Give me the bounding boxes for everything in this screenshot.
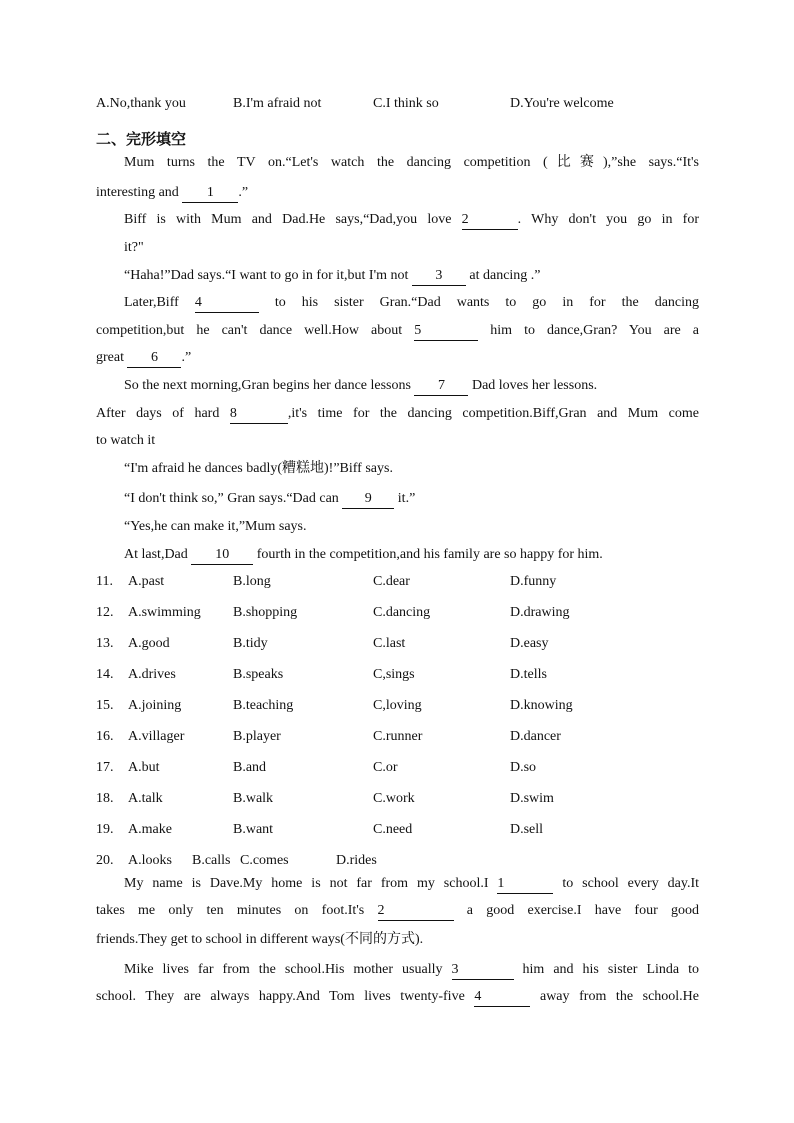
passage1-line: At last,Dad 10 fourth in the competition,and his family are so happy for him. xyxy=(124,544,699,566)
blank-4[interactable]: 4 xyxy=(195,294,259,313)
option-b[interactable]: B.teaching xyxy=(233,698,294,713)
option-b[interactable]: B.and xyxy=(233,760,267,775)
option-a[interactable]: A.joining xyxy=(128,698,182,713)
blank-3[interactable]: 3 xyxy=(412,267,466,286)
option-c[interactable]: C,loving xyxy=(373,698,422,713)
blank-p2-1[interactable]: 1 xyxy=(497,875,553,894)
option-c[interactable]: C.need xyxy=(373,822,413,837)
passage1-line: “I don't think so,” Gran says.“Dad can 9 it.” xyxy=(124,488,699,510)
passage2-line: school. They are always happy.And Tom lives twenty-five 4 away from the school.He xyxy=(96,986,699,1008)
option-c[interactable]: C.or xyxy=(373,760,398,775)
passage1-line: “Haha!”Dad says.“I want to go in for it,but I'm not 3 at dancing .” xyxy=(124,265,699,287)
option-a[interactable]: A.but xyxy=(128,760,160,775)
option-a[interactable]: A.swimming xyxy=(128,605,201,620)
option-c[interactable]: C.runner xyxy=(373,729,423,744)
prev-option-c: C.I think so xyxy=(373,96,439,111)
blank-p2-2[interactable]: 2 xyxy=(378,902,454,921)
option-c[interactable]: C.work xyxy=(373,791,415,806)
option-a[interactable]: A.make xyxy=(128,822,172,837)
blank-7[interactable]: 7 xyxy=(414,377,468,396)
option-c[interactable]: C.comes xyxy=(240,853,289,868)
option-b[interactable]: B.walk xyxy=(233,791,274,806)
passage1-line: After days of hard 8 ,it's time for the dancing competition.Biff,Gran and Mum come xyxy=(96,403,699,425)
option-a[interactable]: A.talk xyxy=(128,791,163,806)
passage2-line: My name is Dave.My home is not far from my school.I 1 to school every day.It xyxy=(124,873,699,895)
prev-option-b: B.I'm afraid not xyxy=(233,96,322,111)
option-d[interactable]: D.knowing xyxy=(510,698,573,713)
option-d[interactable]: D.easy xyxy=(510,636,549,651)
passage1-line: Later,Biff 4 to his sister Gran.“Dad wants to go in for the dancing xyxy=(124,292,699,314)
option-c[interactable]: C.last xyxy=(373,636,406,651)
option-d[interactable]: D.rides xyxy=(336,853,377,868)
passage1-line: competition,but he can't dance well.How about 5 him to dance,Gran? You are a xyxy=(96,320,699,342)
option-b[interactable]: B.player xyxy=(233,729,281,744)
passage1-line: Mum turns the TV on.“Let's watch the dancing competition (比赛),”she says.“It's xyxy=(124,155,699,170)
passage2-line: Mike lives far from the school.His mother usually 3 him and his sister Linda to xyxy=(124,959,699,981)
blank-8[interactable]: 8 xyxy=(230,405,288,424)
blank-p2-4[interactable]: 4 xyxy=(474,988,530,1007)
option-a[interactable]: A.past xyxy=(128,574,165,589)
option-d[interactable]: D.dancer xyxy=(510,729,561,744)
prev-option-d: D.You're welcome xyxy=(510,96,614,111)
passage2-line: takes me only ten minutes on foot.It's 2 a good exercise.I have four good xyxy=(96,900,699,922)
option-b[interactable]: B.speaks xyxy=(233,667,284,682)
option-b[interactable]: B.tidy xyxy=(233,636,268,651)
passage1-line: So the next morning,Gran begins her dance lessons 7 Dad loves her lessons. xyxy=(124,375,699,397)
option-d[interactable]: D.sell xyxy=(510,822,544,837)
blank-10[interactable]: 10 xyxy=(191,546,253,565)
blank-p2-3[interactable]: 3 xyxy=(452,961,514,980)
option-a[interactable]: A.good xyxy=(128,636,170,651)
blank-1[interactable]: 1 xyxy=(182,184,238,203)
blank-9[interactable]: 9 xyxy=(342,490,394,509)
option-a[interactable]: A.villager xyxy=(128,729,185,744)
passage1-line: “Yes,he can make it,”Mum says. xyxy=(124,519,307,534)
option-d[interactable]: D.swim xyxy=(510,791,554,806)
passage1-line: Biff is with Mum and Dad.He says,“Dad,you love 2 . Why don't you go in for xyxy=(124,209,699,231)
option-c[interactable]: C.dancing xyxy=(373,605,431,620)
passage1-line: great 6 .” xyxy=(96,347,699,369)
option-d[interactable]: D.drawing xyxy=(510,605,570,620)
passage1-line: interesting and 1 .” xyxy=(96,182,699,204)
option-b[interactable]: B.shopping xyxy=(233,605,298,620)
passage1-line: it?" xyxy=(124,240,144,255)
prev-option-a: A.No,thank you xyxy=(96,96,186,111)
section-title: 二、完形填空 xyxy=(96,130,187,148)
blank-6[interactable]: 6 xyxy=(127,349,181,368)
option-c[interactable]: C,sings xyxy=(373,667,415,682)
blank-2[interactable]: 2 xyxy=(462,211,518,230)
blank-5[interactable]: 5 xyxy=(414,322,478,341)
passage1-line: to watch it xyxy=(96,433,156,448)
option-d[interactable]: D.funny xyxy=(510,574,557,589)
passage2-line: friends.They get to school in different ways(不同的方式). xyxy=(96,932,424,947)
option-b[interactable]: B.calls xyxy=(192,853,231,868)
option-d[interactable]: D.tells xyxy=(510,667,547,682)
option-a[interactable]: A.drives xyxy=(128,667,176,682)
option-c[interactable]: C.dear xyxy=(373,574,410,589)
passage1-line: “I'm afraid he dances badly(糟糕地)!”Biff says. xyxy=(124,461,393,476)
option-d[interactable]: D.so xyxy=(510,760,537,775)
option-a[interactable]: A.looks xyxy=(128,853,172,868)
option-b[interactable]: B.want xyxy=(233,822,274,837)
option-b[interactable]: B.long xyxy=(233,574,271,589)
